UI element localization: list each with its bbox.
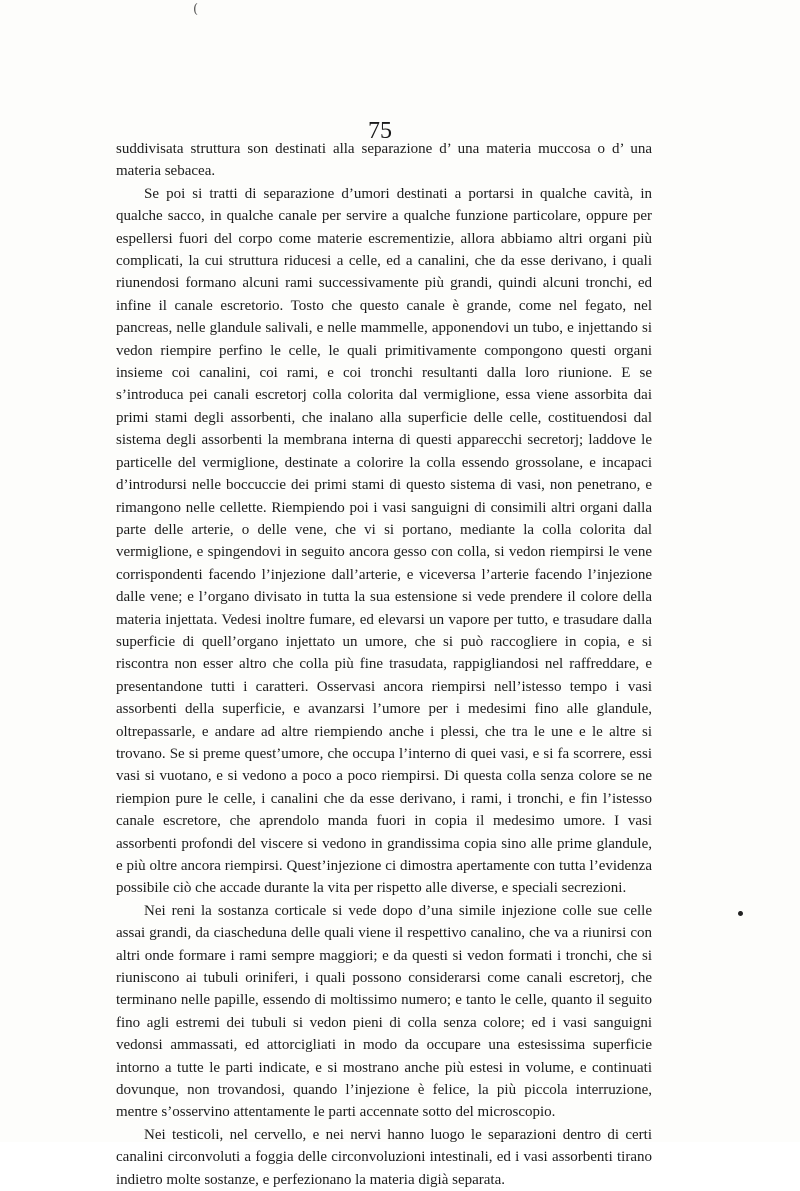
margin-mark: ( <box>193 2 199 17</box>
paragraph-continuation: suddivisata struttura son destinati alla separazione d’ una materia muccosa o d’ una materia sebacea. <box>116 141 652 180</box>
body-text <box>116 138 652 1191</box>
page-number: 75 <box>368 118 392 144</box>
ink-speck <box>738 911 743 916</box>
paragraph-reni: Nei reni la sostanza corticale si vede dopo d’una simile injezione colle sue celle assai grandi, da ciascheduna delle quali viene il respettivo canalino, che va a riunirsi con altri onde formare i rami sempre maggiori; e da questi si vedon formati i tronchi, che si riuniscono ai tubuli oriniferi, i quali possono considerarsi come canali escretorj, che terminano nelle papille, essendo di moltissimo numero; e tanto le celle, quanto il seguito fino agli estremi dei tubuli si vedon pieni di colla senza colore; ed i vasi sanguigni vedonsi ammassati, ed attorcigliati in modo da occupare una estesissima superficie intorno a tutte le parti indicate, e si mostrano anche più estesi in volume, e continuati dovunque, non trovandosi, quando l’injezione è felice, la più piccola interruzione, mentre s’osservino attentamente le parti accennate sotto del microscopio. <box>116 902 652 1121</box>
paragraph-separazione: Se poi si tratti di separazione d’umori destinati a portarsi in qualche cavità, in qualche sacco, in qualche canale per servire a qualche funzione particolare, oppure per espellersi fuori del corpo come materie escrementizie, allora abbiamo altri organi più complicati, la cui struttura riducesi a celle, ed a canalini, che da esse derivano, i quali riunendosi formano alcuni rami successivamente più grandi, quindi alcuni tronchi, ed infine il canale escretorio. Tosto che questo canale è grande, come nel fegato, nel pancreas, nelle glandule salivali, e nelle mammelle, apponendovi un tubo, e injettando si vedon riempire perfino le celle, le quali primitivamente compongono questi organi insieme coi canalini, coi rami, e coi tronchi resultanti dalla loro riunione. E se s’introduca pei canali escretorj colla colorita dal vermiglione, essa viene assorbita dai primi stami degli assorbenti, che inalano alla superficie delle celle, costituendosi dal sistema degli assorbenti la membrana interna di questi apparecchi secretorj; laddove le particelle del vermiglione, destinate a colorire la colla essendo grossolane, e incapaci d’introdursi nelle boccuccie dei primi stami di questo sistema di vasi, non penetrano, e rimangono nelle cellette. Riempiendo poi i vasi sanguigni di consimili altri organi dalla parte delle arterie, o delle vene, che vi si portano, mediante la colla colorita dal vermiglione, e spingendovi in seguito ancora gesso con colla, si vedon riempirsi le vene corrispondenti facendo l’injezione dall’arterie, e viceversa l’arterie facendo l’injezione dalle vene; e l’organo divisato in tutta la sua estensione si vede prendere il colore della materia injettata. Vedesi inoltre fumare, ed elevarsi un vapore per tutto, e trasudare dalla superficie di quell’organo injettato un umore, che si può raccogliere in copia, e si riscontra non esser altro che colla più fine trasudata, rappigliandosi nel raffreddare, e presentandone tutti i caratteri. Osservasi ancora riempirsi nell’istesso tempo i vasi assorbenti della superficie, e avanzarsi l’umore per i medesimi fino alle glandule, oltrepassarle, e andare ad altre riempiendo anche i plessi, che tra le une e le altre si trovano. Se si preme quest’umore, che occupa l’interno di quei vasi, e si fa scorrere, essi vasi si vuotano, e si vedono a poco a poco riempirsi. Di questa colla senza colore se ne riempion pure le celle, i canalini che da esse derivano, i rami, i tronchi, e fin l’istesso canale escretore, che aprendolo manda fuori in copia il medesimo umore. I vasi assorbenti profondi del viscere si vedono in grandissima copia sino alle prime glandule, e più oltre ancora riempirsi. Quest’injezione ci dimostra apertamente con tutta l’evidenza possibile ciò che accade durante la vita per rispetto alle diverse, e speciali secrezioni. <box>116 185 652 897</box>
paragraph-testicoli: Nei testicoli, nel cervello, e nei nervi hanno luogo le separazioni dentro di certi canalini circonvoluti a foggia delle circonvoluzioni intestinali, ed i vasi assorbenti tirano indietro molte sostanze, e perfezionano la materia digià separata. <box>116 1126 652 1188</box>
